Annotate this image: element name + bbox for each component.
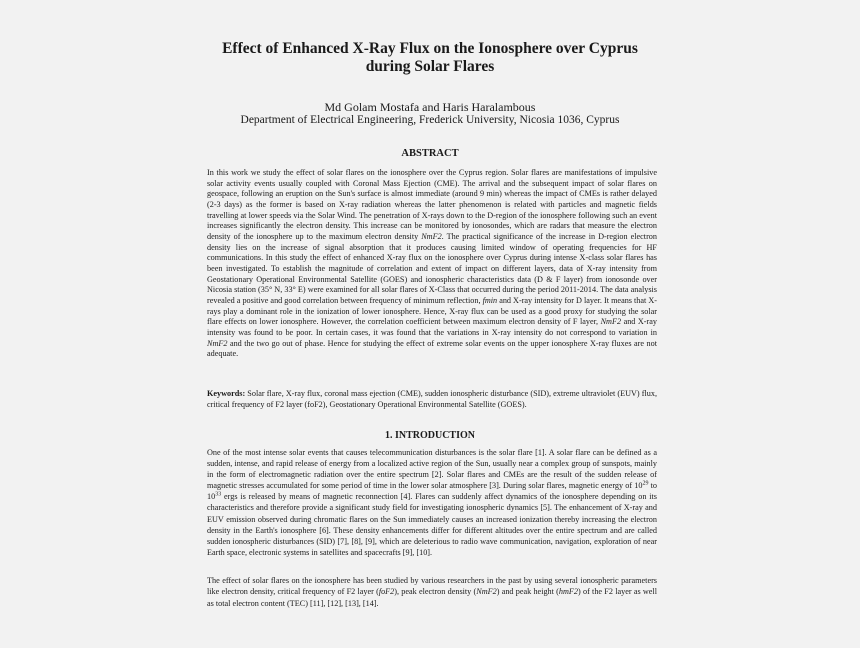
paper-title: Effect of Enhanced X-Ray Flux on the Ionosphere over Cyprus during Solar Flares	[222, 40, 638, 75]
keywords	[207, 388, 657, 410]
keywords-label: Keywords:	[207, 389, 246, 398]
paper-authors: Md Golam Mostafa and Haris Haralambous	[324, 100, 536, 114]
section-heading-introduction: 1. INTRODUCTION	[384, 430, 475, 441]
introduction-paragraph-2: The effect of solar flares on the ionosphere has been studied by various researchers in the past by using several ionospheric parameters like electron density, critical frequency of F2 layer (foF2), peak electron density (NmF2) and peak height (hmF2) of the F2 layer as well as total electron content (TEC) [11], [12], [13], [14].	[207, 576, 657, 608]
introduction-paragraph-1: One of the most intense solar events that causes telecommunication disturbances is the solar flare [1]. A solar flare can be defined as a sudden, intense, and rapid release of energy from a localized active region of the Sun, usually near a complex group of sunspots, mainly in the form of electromagnetic radiation over the entire spectrum [2]. Solar flares and CMEs are the result of the sudden release of magnetic stresses accumulated for some period of time in the lower solar atmosphere [3]. During solar flares, magnetic energy of $10^{29}$ to $10^{33}$ ergs is released by means of magnetic reconnection [4]. Flares can suddenly affect dynamics of the ionosphere depending on its characteristics and therefore provide a significant study field for investigating ionospheric dynamics [5]. The enhancement of X-ray and EUV emission observed during chromatic flares on the Sun immediately causes an increased ionization thereby increasing the electron density in the Earth's ionosphere [6]. These density enhancements differ for different altitudes over the entire spectrum and are called sudden ionospheric disturbances (SID) [7], [8], [9], which are deleterious to radio wave communication, navigation, exploration of near Earth space, electronic systems in satellites and spacecrafts [9], [10].	[207, 448, 657, 557]
abstract-text: In this work we study the effect of solar flares on the ionosphere over the Cyprus region. Solar flares are manifestations of impulsive solar activity events usually coupled with Coronal Mass Ejection (CME). The arrival and the subsequent impact of solar flares on geospace, following an eruption on the Sun's surface is almost immediate (around 9 min) whereas the impact of CMEs is rather delayed (2-3 days) as the former is based on X-ray radiation whereas the latter phenomenon is related with particles and magnetic fields travelling at lower speeds via the Solar Wind. The penetration of X-rays down to the D-region of the ionosphere following such an event increases significantly the electron density. This increase can be monitored by ionosondes, which are radars that measure the electron density of the ionosphere up to the maximum electron density NmF2. The practical significance of the increase in D-region electron density lies on the increase of signal absorption that it produces causing limited window of operating frequencies for HF communications. In this study the effect of enhanced X-ray flux on the ionosphere over Cyprus during intense X-class solar flares has been investigated. To establish the magnitude of correlation and extent of impact on different layers, data of X-ray intensity from Geostationary Operational Environmental Satellite (GOES) and ionospheric characteristics data (D & F layer) from ionosonde over Nicosia station (35° N, 33° E) were examined for all solar flares of X-Class that occurred during the period 2011-2014. The data analysis revealed a positive and good correlation between frequency of minimum reflection, fmin and X-ray intensity for D layer. It means that X-rays play a dominant role in the ionization of lower ionosphere. Hence, X-ray flux can be used as a good proxy for studying the solar flare effects on lower ionosphere. However, the correlation coefficient between maximum electron density of F layer, NmF2 and X-ray intensity was found to be poor. In certain cases, it was found that the variations in X-ray intensity do not correspond to variation in NmF2 and the two go out of phase. Hence for studying the effect of extreme solar events on the upper ionosphere X-ray fluxes are not adequate.	[207, 168, 657, 359]
keywords-list: Solar flare, X-ray flux, coronal mass ejection (CME), sudden ionospheric disturbance (SID), extreme ultraviolet (EUV) flux, critical frequency of F2 layer (foF2), Geostationary Operational Environmental Satellite (GOES).	[207, 389, 657, 409]
paper-affiliation: Department of Electrical Engineering, Frederick University, Nicosia 1036, Cyprus	[240, 114, 620, 126]
abstract-heading: ABSTRACT	[401, 148, 459, 159]
